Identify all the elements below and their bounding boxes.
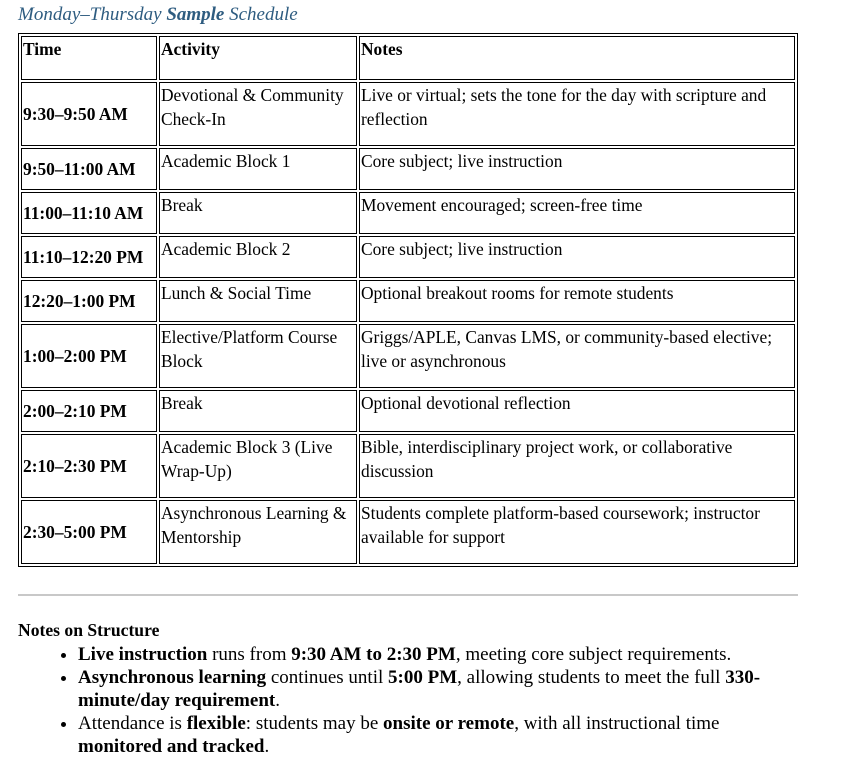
text-span: . (264, 736, 270, 757)
text-span: continues until (266, 667, 389, 688)
time-cell: 2:10–2:30 PM (21, 434, 157, 498)
list-item (78, 712, 798, 758)
time-cell: 9:50–11:00 AM (21, 148, 157, 190)
text-span: , meeting core subject requirements. (455, 644, 732, 665)
table-row (21, 82, 795, 146)
notes-cell: Core subject; live instruction (359, 236, 795, 278)
notes-cell: Optional devotional reflection (359, 390, 795, 432)
caption-emphasis: Sample (166, 4, 225, 25)
notes-cell: Optional breakout rooms for remote students (359, 280, 795, 322)
table-row (21, 500, 795, 564)
notes-cell: Griggs/APLE, Canvas LMS, or community-based elective; live or asynchronous (359, 324, 795, 388)
bold-text: monitored and tracked (78, 736, 265, 757)
header-activity: Activity (159, 36, 357, 80)
bold-text: 9:30 AM to 2:30 PM (291, 644, 456, 665)
time-cell: 1:00–2:00 PM (21, 324, 157, 388)
list-item (78, 643, 798, 666)
notes-cell: Students complete platform-based coursework; instructor available for support (359, 500, 795, 564)
activity-cell: Academic Block 2 (159, 236, 357, 278)
list-item (78, 666, 798, 712)
bold-text: 330-minute/day requirement (78, 667, 761, 711)
caption-prefix: Monday–Thursday (18, 4, 167, 25)
activity-cell: Devotional & Community Check-In (159, 82, 357, 146)
time-cell: 2:30–5:00 PM (21, 500, 157, 564)
table-row (21, 192, 795, 234)
activity-cell: Lunch & Social Time (159, 280, 357, 322)
table-row (21, 434, 795, 498)
time-cell: 9:30–9:50 AM (21, 82, 157, 146)
notes-heading: Notes on Structure (18, 620, 160, 640)
bold-text: onsite or remote (383, 713, 515, 734)
notes-list (18, 643, 798, 758)
text-span: , allowing students to meet the full (457, 667, 726, 688)
text-span: : students may be (245, 713, 383, 734)
caption-suffix: Schedule (224, 4, 298, 25)
text-span: , with all instructional time (514, 713, 720, 734)
bold-text: flexible (186, 713, 246, 734)
activity-cell: Break (159, 192, 357, 234)
table-row (21, 390, 795, 432)
table-row (21, 236, 795, 278)
bold-text: Live instruction (78, 644, 208, 665)
time-cell: 2:00–2:10 PM (21, 390, 157, 432)
table-header-row (21, 36, 795, 80)
text-span: Attendance is (78, 713, 187, 734)
schedule-caption (18, 4, 298, 26)
notes-cell: Movement encouraged; screen-free time (359, 192, 795, 234)
text-span: . (275, 690, 280, 711)
time-cell: 11:00–11:10 AM (21, 192, 157, 234)
notes-cell: Live or virtual; sets the tone for the day with scripture and reflection (359, 82, 795, 146)
text-span: runs from (207, 644, 292, 665)
section-divider (18, 594, 798, 596)
notes-cell: Core subject; live instruction (359, 148, 795, 190)
table-row (21, 148, 795, 190)
table-row (21, 280, 795, 322)
activity-cell: Break (159, 390, 357, 432)
activity-cell: Asynchronous Learning & Mentorship (159, 500, 357, 564)
bold-text: 5:00 PM (388, 667, 458, 688)
time-cell: 12:20–1:00 PM (21, 280, 157, 322)
header-notes: Notes (359, 36, 795, 80)
schedule-table (18, 33, 798, 567)
activity-cell: Academic Block 1 (159, 148, 357, 190)
activity-cell: Elective/Platform Course Block (159, 324, 357, 388)
time-cell: 11:10–12:20 PM (21, 236, 157, 278)
bold-text: Asynchronous learning (78, 667, 267, 688)
notes-cell: Bible, interdisciplinary project work, or collaborative discussion (359, 434, 795, 498)
activity-cell: Academic Block 3 (Live Wrap-Up) (159, 434, 357, 498)
header-time: Time (21, 36, 157, 80)
table-row (21, 324, 795, 388)
